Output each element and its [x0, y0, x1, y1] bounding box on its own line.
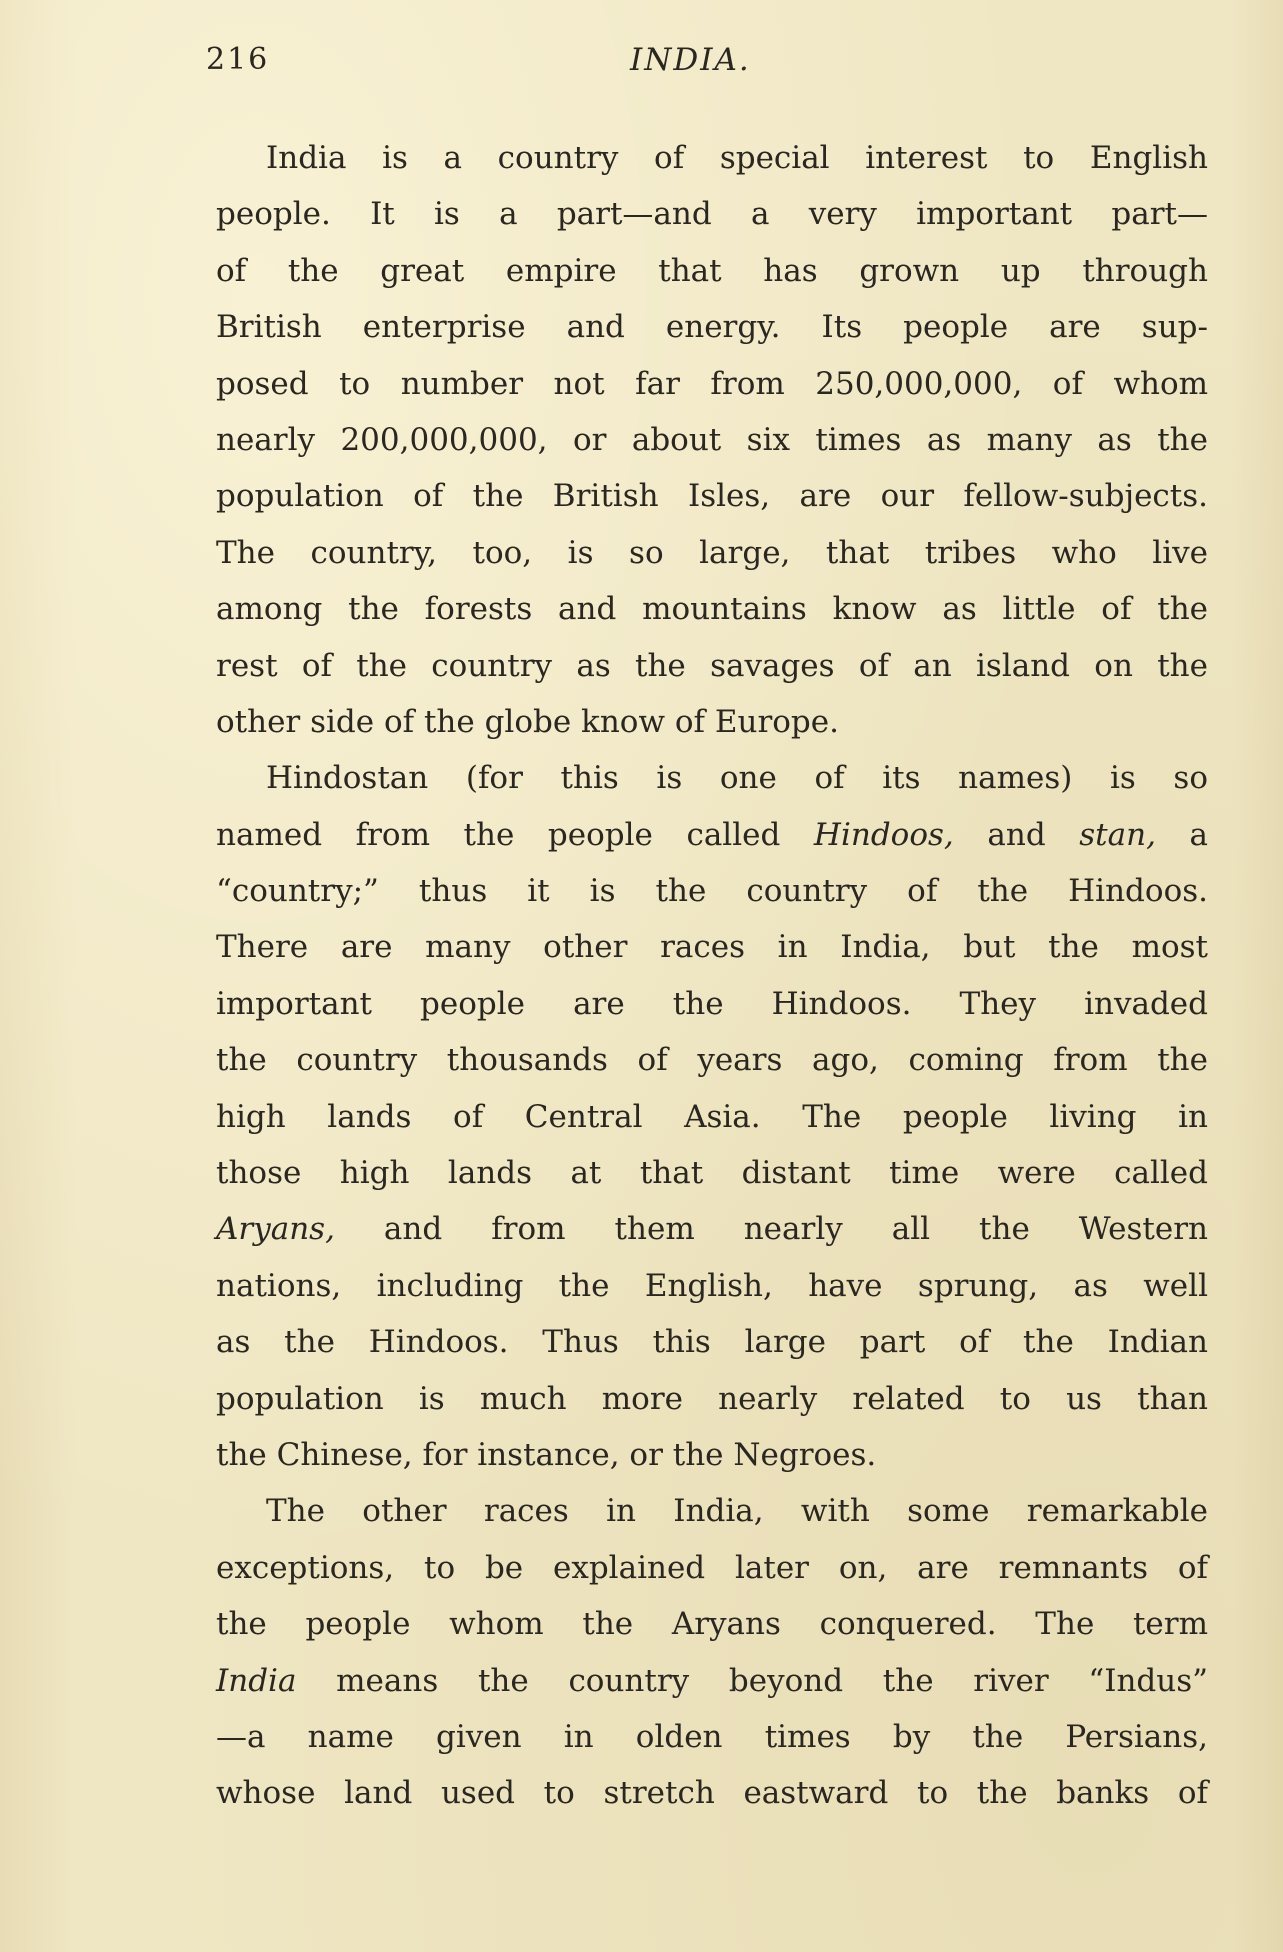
text-line: Aryans, and from them nearly all the Western [216, 1211, 1208, 1248]
text-line: population is much more nearly related to us than [216, 1380, 1208, 1417]
body-text [216, 130, 1208, 1822]
text-line: high lands of Central Asia. The people living in [216, 1098, 1208, 1135]
text-line: the country thousands of years ago, coming from the [216, 1042, 1208, 1079]
text-line: exceptions, to be explained later on, are remnants of [216, 1549, 1208, 1586]
text-line: important people are the Hindoos. They invaded [216, 985, 1208, 1022]
text-line: Hindostan (for this is one of its names) is so [266, 760, 1208, 797]
paragraph-3 [216, 1483, 1208, 1821]
text-line: India means the country beyond the river “Indus” [216, 1662, 1208, 1699]
running-title: INDIA. [630, 42, 751, 78]
paragraph-1 [216, 130, 1208, 750]
text-line: population of the British Isles, are our fellow-subjects. [216, 478, 1208, 515]
running-head [206, 42, 1206, 88]
text-line: the people whom the Aryans conquered. The term [216, 1606, 1208, 1643]
paragraph-2 [216, 750, 1208, 1483]
text-line: The other races in India, with some remarkable [266, 1493, 1208, 1530]
text-line: as the Hindoos. Thus this large part of the Indian [216, 1324, 1208, 1361]
text-line: There are many other races in India, but the most [216, 929, 1208, 966]
text-line: The country, too, is so large, that tribes who live [216, 534, 1208, 571]
text-line: people. It is a part—and a very important part— [216, 196, 1208, 233]
text-line: posed to number not far from 250,000,000, of whom [216, 365, 1208, 402]
text-line: nations, including the English, have sprung, as well [216, 1267, 1208, 1304]
text-line: those high lands at that distant time were called [216, 1155, 1208, 1192]
page-number: 216 [206, 42, 270, 77]
text-line: rest of the country as the savages of an island on the [216, 647, 1208, 684]
text-line: —a name given in olden times by the Persians, [216, 1718, 1208, 1755]
text-line: nearly 200,000,000, or about six times as many as the [216, 421, 1208, 458]
text-line: whose land used to stretch eastward to the banks of [216, 1775, 1208, 1812]
text-line: the Chinese, for instance, or the Negroes. [216, 1436, 877, 1473]
text-line: named from the people called Hindoos, and stan, a [216, 816, 1208, 853]
text-line: British enterprise and energy. Its people are sup- [216, 309, 1208, 346]
text-line: other side of the globe know of Europe. [216, 703, 839, 740]
text-line: “country;” thus it is the country of the Hindoos. [216, 873, 1208, 910]
text-line: India is a country of special interest to English [266, 140, 1208, 176]
text-line: among the forests and mountains know as little of the [216, 591, 1208, 628]
text-line: of the great empire that has grown up through [216, 252, 1208, 289]
